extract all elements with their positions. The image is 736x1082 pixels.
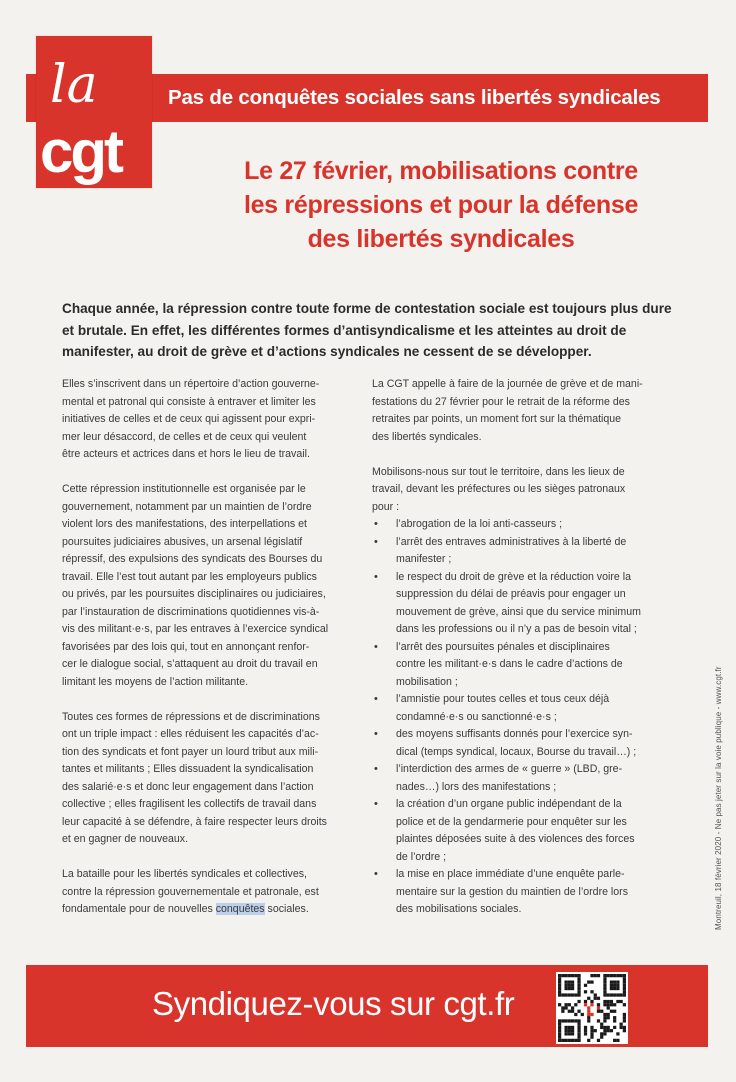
title-line: les répressions et pour la défense <box>243 191 639 219</box>
qr-module <box>564 1003 567 1006</box>
qr-module <box>603 1000 606 1003</box>
text-line: • le respect du droit de grève et la réduction voire la <box>396 570 631 583</box>
demand-item <box>372 691 674 726</box>
qr-module <box>623 1003 626 1006</box>
qr-module <box>561 1006 564 1009</box>
qr-module <box>616 993 619 996</box>
qr-module <box>603 1029 606 1032</box>
qr-module <box>603 1013 606 1016</box>
text-line: retraites par points, un moment fort sur la thématique <box>372 413 622 425</box>
qr-module <box>603 987 606 990</box>
qr-module <box>564 974 567 977</box>
qr-module <box>571 1029 574 1032</box>
qr-module <box>584 984 587 987</box>
qr-module <box>607 974 610 977</box>
demand-item <box>372 534 674 569</box>
title-line: des libertés syndicales <box>307 225 575 253</box>
qr-module <box>594 997 597 1000</box>
qr-module <box>577 1019 580 1022</box>
qr-module <box>613 1019 616 1022</box>
demand-item <box>372 569 674 639</box>
qr-module <box>577 993 580 996</box>
qr-module <box>587 1019 590 1022</box>
side-note: Montreuil, 18 février 2020 - Ne pas jeter sur la voie publique - www.cgt.fr <box>714 666 723 930</box>
left-paragraph-3 <box>62 709 362 849</box>
text-line: travail. Elle l’est tout autant par les employeurs publics <box>62 570 317 583</box>
qr-module <box>574 1019 577 1022</box>
text-line: mer leur désaccord, de celles et de ceux qui veulent <box>62 430 307 443</box>
qr-module <box>620 1000 623 1003</box>
text-line: poursuites judiciaires abusives, un arsenal législatif <box>62 535 303 548</box>
qr-module <box>561 1010 564 1013</box>
qr-module <box>597 997 600 1000</box>
text-line: des mobilisations sociales. <box>396 903 522 915</box>
qr-module <box>613 993 616 996</box>
qr-module <box>577 1029 580 1032</box>
text-line: violent lors des manifestations, des interpellations et <box>62 518 307 530</box>
qr-module <box>558 974 561 977</box>
demand-item <box>372 761 674 796</box>
qr-module <box>603 990 606 993</box>
qr-module <box>610 1010 613 1013</box>
qr-module <box>558 1032 561 1035</box>
text-line: cer le dialogue social, s’attaquent au droit du travail en <box>62 658 318 670</box>
demand-item <box>372 639 674 692</box>
text-line: police et de la gendarmerie pour enquêter sur les <box>396 815 627 828</box>
qr-module <box>584 1003 587 1006</box>
qr-module <box>623 1029 626 1032</box>
qr-module <box>623 980 626 983</box>
qr-module <box>571 987 574 990</box>
qr-module <box>587 1006 590 1009</box>
text-line: • la mise en place immédiate d’une enquête parle- <box>396 868 625 880</box>
intro-line: manifester, au droit de grève et d’actions syndicales ne cessent de se développer. <box>62 344 592 359</box>
qr-module <box>584 1000 587 1003</box>
qr-module <box>577 1010 580 1013</box>
qr-module <box>564 1026 567 1029</box>
qr-module <box>610 1003 613 1006</box>
qr-module <box>584 990 587 993</box>
qr-module <box>577 1039 580 1042</box>
qr-module <box>577 980 580 983</box>
qr-module <box>587 1010 590 1013</box>
qr-module <box>607 1003 610 1006</box>
text-line: tantes et militants ; Elles dissuadent la syndicalisation <box>62 763 314 775</box>
qr-module <box>568 984 571 987</box>
qr-module <box>616 984 619 987</box>
qr-module <box>623 1013 626 1016</box>
qr-module <box>613 1016 616 1019</box>
qr-module <box>616 1032 619 1035</box>
text-line: pour : <box>372 500 400 513</box>
qr-module <box>571 980 574 983</box>
qr-module <box>623 1019 626 1022</box>
qr-module <box>620 993 623 996</box>
qr-module <box>590 1029 593 1032</box>
text-line: festations du 27 février pour le retrait de la réforme des <box>372 395 630 408</box>
qr-module <box>600 1023 603 1026</box>
qr-module <box>568 1039 571 1042</box>
qr-module <box>620 1026 623 1029</box>
footer-cta: Syndiquez-vous sur cgt.fr <box>152 985 515 1022</box>
qr-module <box>568 974 571 977</box>
qr-module <box>597 974 600 977</box>
text-line: nades…) lors des manifestations ; <box>396 780 557 793</box>
qr-module <box>610 974 613 977</box>
qr-module <box>594 993 597 996</box>
qr-module <box>623 984 626 987</box>
text-line: • l’abrogation de la loi anti-casseurs ; <box>396 518 563 530</box>
qr-module <box>603 977 606 980</box>
qr-module <box>564 1032 567 1035</box>
qr-module <box>623 1016 626 1019</box>
demand-item <box>372 866 674 919</box>
text-line: par l’instauration de discriminations quotidiennes vis-à- <box>62 605 320 618</box>
qr-module <box>616 1000 619 1003</box>
text-line: mobilisation ; <box>396 675 458 688</box>
text-line: travail, devant les préfectures ou les sièges patronaux <box>372 483 626 495</box>
qr-module <box>558 1029 561 1032</box>
qr-module <box>603 1019 606 1022</box>
text-line: des salarié·e·s et donc leur engagement dans l’action <box>62 780 314 793</box>
title-line: Le 27 février, mobilisations contre <box>244 157 638 185</box>
qr-module <box>607 993 610 996</box>
text-line: contre la répression gouvernementale et patronale, est <box>62 885 319 898</box>
qr-module <box>616 980 619 983</box>
intro-line: et brutale. En effet, les différentes formes d’antisyndicalisme et les atteintes au droit de <box>62 322 627 338</box>
right-column <box>372 376 674 919</box>
text-fragment: fondamentale pour de nouvelles <box>62 903 216 915</box>
text-fragment: sociales. <box>264 903 309 915</box>
text-line: plaintes déposées suite à des violences des forces <box>396 833 635 845</box>
qr-module <box>590 1003 593 1006</box>
qr-module <box>607 1029 610 1032</box>
qr-module <box>603 974 606 977</box>
qr-module <box>620 1023 623 1026</box>
qr-module <box>571 993 574 996</box>
qr-module <box>564 1019 567 1022</box>
text-line: ou privés, par les poursuites disciplinaires ou judiciaires, <box>62 588 326 600</box>
qr-module <box>558 987 561 990</box>
qr-module <box>577 1000 580 1003</box>
qr-module <box>568 1019 571 1022</box>
text-line: dans les professions ou il n’y a pas de besoin vital ; <box>396 623 637 635</box>
qr-module <box>574 993 577 996</box>
qr-module <box>558 990 561 993</box>
qr-module <box>610 980 613 983</box>
qr-module <box>568 987 571 990</box>
qr-module <box>610 993 613 996</box>
text-line: de l’ordre ; <box>396 850 447 863</box>
qr-module <box>613 1010 616 1013</box>
qr-module <box>597 1006 600 1009</box>
qr-module <box>568 1029 571 1032</box>
qr-code <box>556 972 628 1044</box>
text-line: Mobilisons-nous sur tout le territoire, dans les lieux de <box>372 465 625 478</box>
qr-module <box>623 990 626 993</box>
qr-module <box>558 1003 561 1006</box>
qr-module <box>613 1003 616 1006</box>
qr-module <box>558 1036 561 1039</box>
qr-module <box>558 1023 561 1026</box>
qr-module <box>561 1039 564 1042</box>
left-column <box>62 376 362 936</box>
qr-module <box>613 1039 616 1042</box>
right-paragraph-2 <box>372 464 674 517</box>
page-title <box>168 154 714 256</box>
qr-module <box>590 1032 593 1035</box>
qr-module <box>564 1006 567 1009</box>
qr-module <box>597 1010 600 1013</box>
qr-module <box>607 1006 610 1009</box>
text-line: collective ; elles fragilisent les collectifs de travail dans <box>62 798 317 810</box>
qr-module <box>613 987 616 990</box>
qr-module <box>623 993 626 996</box>
text-line: leur capacité à se défendre, à faire respecter leurs droits <box>62 815 327 828</box>
qr-module <box>600 1026 603 1029</box>
qr-module <box>616 974 619 977</box>
qr-module <box>603 1003 606 1006</box>
text-line: vis des militant·e·s, par les entraves à l’exercice syndical <box>62 623 329 635</box>
qr-module <box>568 1026 571 1029</box>
qr-module <box>590 1036 593 1039</box>
demand-item <box>372 516 674 534</box>
qr-module <box>574 1039 577 1042</box>
text-line: contre les militant·e·s dans le cadre d’actions de <box>396 658 623 670</box>
qr-module <box>613 1026 616 1029</box>
intro-paragraph <box>62 298 684 363</box>
right-paragraph-1 <box>372 376 674 446</box>
qr-module <box>603 980 606 983</box>
text-line: des libertés syndicales. <box>372 430 482 443</box>
text-line: La bataille pour les libertés syndicales et collectives, <box>62 868 307 880</box>
qr-module <box>561 974 564 977</box>
qr-module <box>607 1000 610 1003</box>
qr-module <box>577 990 580 993</box>
text-line: mental et patronal qui consiste à entraver et limiter les <box>62 395 316 408</box>
qr-module <box>610 984 613 987</box>
qr-module <box>571 1032 574 1035</box>
text-line: Cette répression institutionnelle est organisée par le <box>62 483 306 495</box>
qr-module <box>603 993 606 996</box>
qr-module <box>597 1003 600 1006</box>
qr-module <box>613 984 616 987</box>
qr-module <box>568 993 571 996</box>
qr-module <box>568 1032 571 1035</box>
qr-module <box>587 997 590 1000</box>
text-line: limitant les moyens de l’action militante. <box>62 675 249 688</box>
text-line: mentaire sur la gestion du maintien de l’ordre lors <box>396 885 629 898</box>
text-line: initiatives de celles et de ceux qui agissent pour expri- <box>62 413 316 425</box>
qr-module <box>571 974 574 977</box>
qr-module <box>584 1029 587 1032</box>
text-line: • l’amnistie pour toutes celles et tous ceux déjà <box>396 693 610 705</box>
qr-module <box>590 1000 593 1003</box>
qr-module <box>607 1013 610 1016</box>
qr-module <box>558 993 561 996</box>
qr-module <box>590 990 593 993</box>
text-line: et en gagner de nouveaux. <box>62 833 189 845</box>
cgt-logo <box>36 36 152 188</box>
qr-module <box>600 1036 603 1039</box>
logo-cgt-text: cgt <box>40 118 121 185</box>
qr-module <box>603 1016 606 1019</box>
text-line: mouvement de grève, ainsi que du service minimum <box>396 605 641 618</box>
qr-module <box>571 1026 574 1029</box>
demand-item <box>372 796 674 866</box>
logo-la-text: la <box>50 55 98 115</box>
qr-module <box>600 1032 603 1035</box>
qr-module <box>558 984 561 987</box>
qr-module <box>568 1003 571 1006</box>
qr-module <box>561 993 564 996</box>
qr-module <box>590 974 593 977</box>
intro-line: Chaque année, la répression contre toute forme de contestation sociale est toujours plus dure <box>62 301 672 316</box>
qr-module <box>623 977 626 980</box>
text-line: ont un triple impact : elles réduisent les capacités d’ac- <box>62 728 319 740</box>
qr-module <box>577 974 580 977</box>
qr-module <box>623 1026 626 1029</box>
qr-module <box>597 1039 600 1042</box>
qr-module <box>620 974 623 977</box>
qr-module <box>587 1013 590 1016</box>
qr-module <box>568 980 571 983</box>
qr-module <box>603 1026 606 1029</box>
text-line: Elles s’inscrivent dans un répertoire d’action gouverne- <box>62 378 320 390</box>
text-line <box>62 901 362 919</box>
qr-module <box>610 1000 613 1003</box>
qr-module <box>590 980 593 983</box>
text-line: • l’arrêt des entraves administratives à la liberté de <box>396 535 627 548</box>
selected-word: conquêtes <box>215 903 265 915</box>
qr-module <box>587 1039 590 1042</box>
text-line: gouvernement, notamment par un maintien de l’ordre <box>62 500 312 513</box>
text-line: dical (temps syndical, locaux, Bourse du travail…) ; <box>396 745 637 758</box>
qr-module <box>571 1006 574 1009</box>
qr-module <box>558 980 561 983</box>
qr-module <box>610 1029 613 1032</box>
qr-module <box>600 1010 603 1013</box>
qr-module <box>558 1026 561 1029</box>
qr-module <box>558 1039 561 1042</box>
qr-module <box>571 984 574 987</box>
text-line: suppression du délai de préavis pour engager un <box>396 588 626 600</box>
qr-module <box>574 1003 577 1006</box>
qr-module <box>603 984 606 987</box>
qr-module <box>607 1016 610 1019</box>
qr-module <box>577 987 580 990</box>
qr-module <box>564 984 567 987</box>
qr-module <box>584 1032 587 1035</box>
qr-module <box>571 1010 574 1013</box>
qr-module <box>564 987 567 990</box>
qr-module <box>613 974 616 977</box>
qr-module <box>610 987 613 990</box>
qr-module <box>571 1039 574 1042</box>
text-line: Toutes ces formes de répressions et de discriminations <box>62 710 320 723</box>
text-line: • des moyens suffisants donnés pour l’exercice syn- <box>396 728 633 740</box>
qr-module <box>577 1036 580 1039</box>
qr-module <box>577 977 580 980</box>
qr-module <box>571 1019 574 1022</box>
qr-module <box>558 977 561 980</box>
qr-module <box>616 1039 619 1042</box>
demand-item <box>372 726 674 761</box>
qr-module <box>564 980 567 983</box>
demands-list <box>372 516 674 919</box>
text-line: • l’interdiction des armes de « guerre » (LBD, gre- <box>396 763 623 775</box>
qr-module <box>603 1032 606 1035</box>
text-line: condamné·e·s ou sanctionné·e·s ; <box>396 710 557 723</box>
qr-module <box>558 1019 561 1022</box>
text-line: • la création d’un organe public indépendant de la <box>396 798 622 810</box>
qr-module <box>577 1026 580 1029</box>
qr-module <box>594 974 597 977</box>
header-tagline: Pas de conquêtes sociales sans libertés syndicales <box>168 86 661 109</box>
qr-module <box>577 1032 580 1035</box>
qr-module <box>623 974 626 977</box>
qr-module <box>577 984 580 987</box>
qr-module <box>590 1013 593 1016</box>
qr-module <box>561 1019 564 1022</box>
qr-module <box>594 1029 597 1032</box>
qr-module <box>597 1019 600 1022</box>
qr-module <box>584 1026 587 1029</box>
qr-module <box>574 974 577 977</box>
left-paragraph-4 <box>62 866 362 919</box>
qr-module <box>613 980 616 983</box>
text-line: répressif, des expulsions des syndicats des Bourses du <box>62 553 323 565</box>
qr-module <box>564 993 567 996</box>
qr-module <box>564 1029 567 1032</box>
qr-module <box>590 1026 593 1029</box>
qr-module <box>577 1023 580 1026</box>
text-line: • l’arrêt des poursuites pénales et disciplinaires <box>396 640 610 653</box>
qr-module <box>581 1013 584 1016</box>
qr-module <box>574 1013 577 1016</box>
qr-module <box>616 987 619 990</box>
qr-module <box>587 1016 590 1019</box>
text-line: manifester ; <box>396 553 452 565</box>
qr-module <box>623 987 626 990</box>
left-paragraph-2 <box>62 481 362 691</box>
qr-module <box>568 1010 571 1013</box>
text-line: être acteurs et actrices dans et hors le lieu de travail. <box>62 448 310 460</box>
qr-module <box>564 1039 567 1042</box>
text-line: tion des syndicats et font payer un lourd tribut aux mili- <box>62 745 319 758</box>
qr-module <box>587 980 590 983</box>
left-paragraph-1 <box>62 376 362 464</box>
text-line: La CGT appelle à faire de la journée de grève et de mani- <box>372 378 643 390</box>
qr-module <box>607 1026 610 1029</box>
text-line: favorisées par des lois qui, tout en annonçant renfor- <box>62 640 310 653</box>
